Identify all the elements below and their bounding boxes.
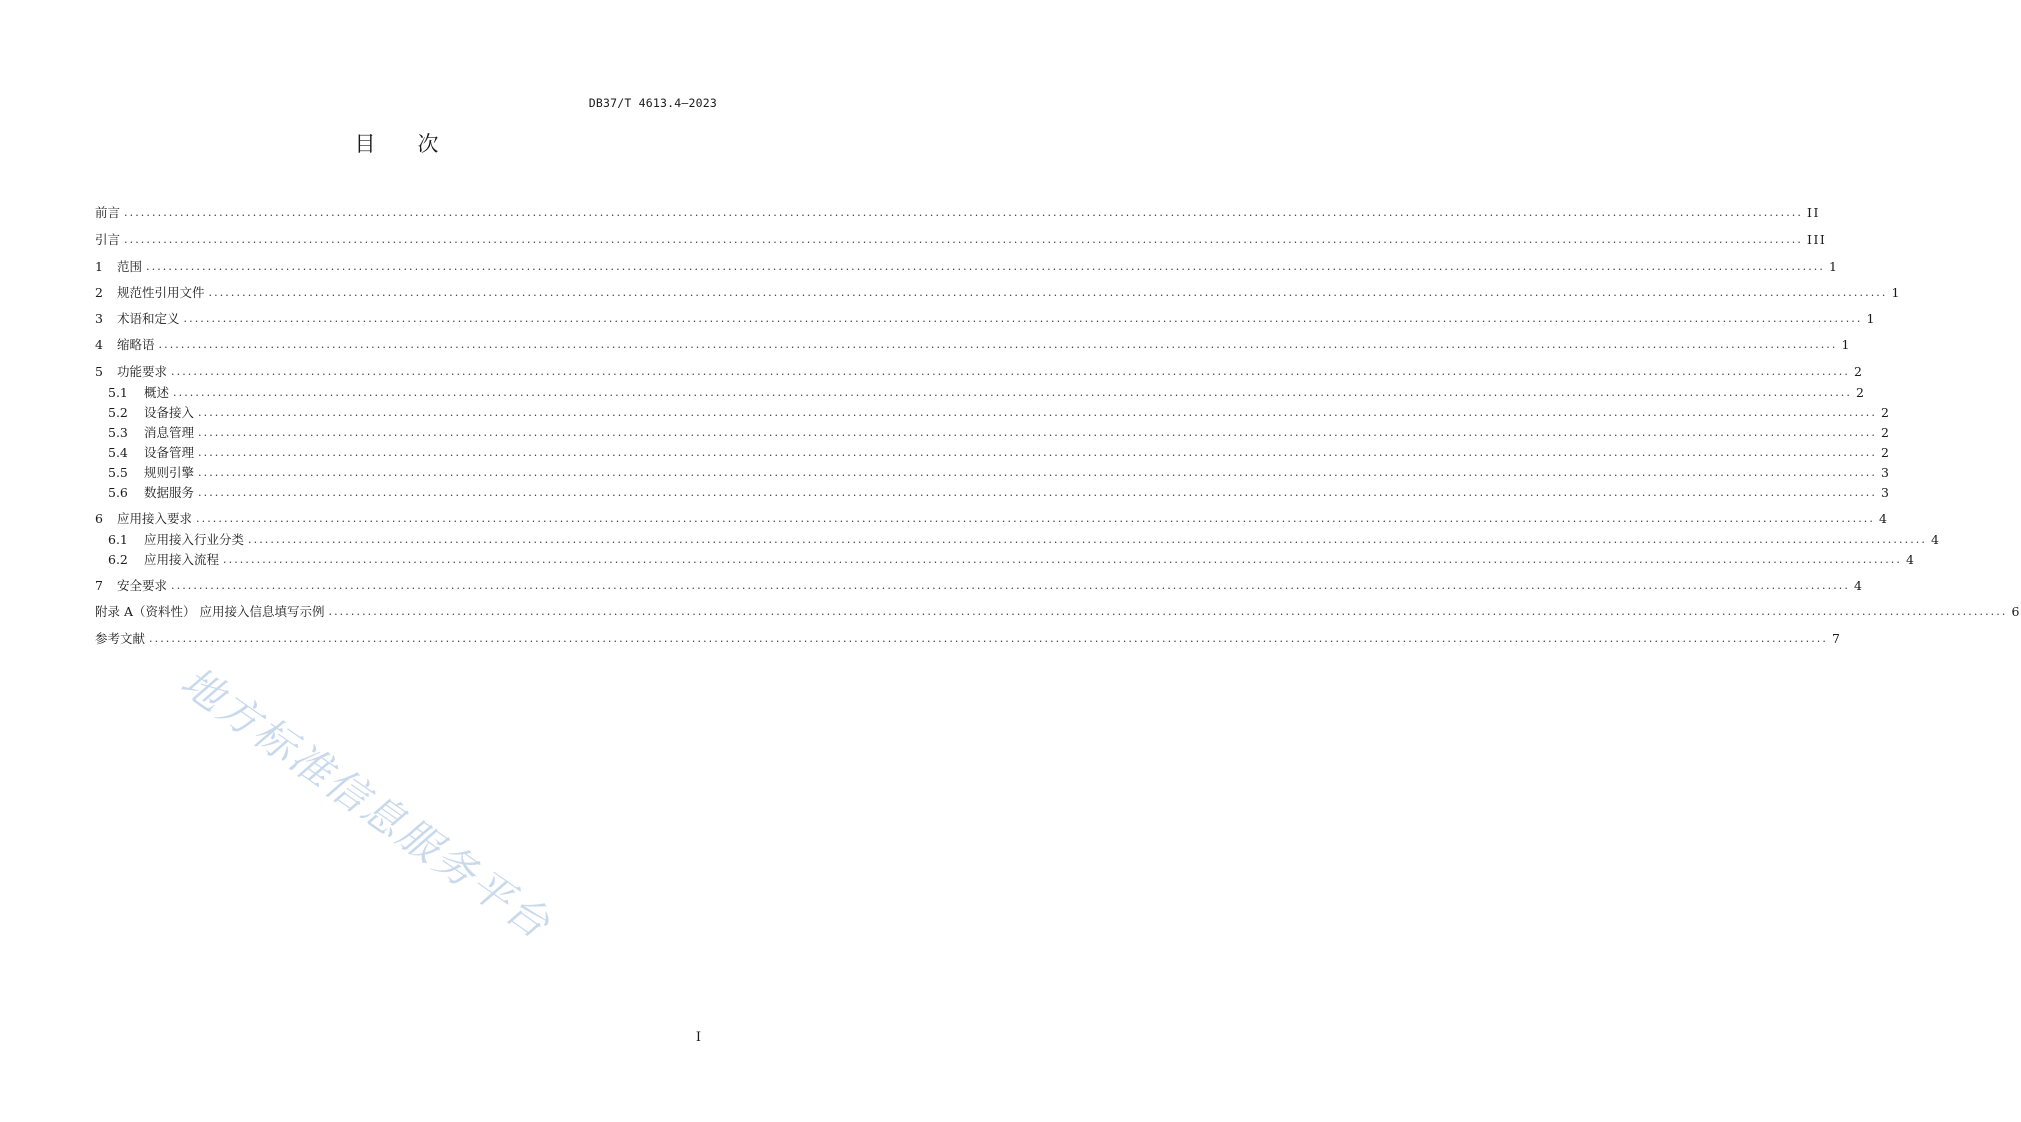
- toc-entry-number: 5: [95, 364, 103, 379]
- toc-entry-label: 规范性引用文件: [117, 285, 205, 300]
- toc-entry-label: 术语和定义: [117, 311, 180, 326]
- toc-entry-label: 数据服务: [144, 485, 195, 500]
- toc-entry-page: 7: [1832, 631, 1842, 646]
- toc-entry-title: [95, 631, 145, 647]
- toc-entry-number: 5.1: [108, 385, 128, 400]
- toc-entry-page: 1: [1891, 285, 1901, 300]
- toc-entry[interactable]: [95, 574, 1864, 594]
- toc-entry-title: [108, 385, 169, 401]
- toc-leader-dots: ............................................................................................................................................................................................................................................................................................................: [171, 579, 1850, 592]
- toc-leader-dots: ............................................................................................................................................................................................................................................................................................................: [198, 406, 1877, 419]
- toc-entry[interactable]: [108, 401, 1891, 421]
- toc-entry-number: 6: [95, 511, 103, 526]
- toc-entry[interactable]: [108, 548, 1916, 568]
- toc-entry-label: 范围: [117, 259, 143, 274]
- toc-leader-dots: ............................................................................................................................................................................................................................................................................................................: [208, 286, 1888, 299]
- toc-entry-number: 1: [95, 259, 103, 274]
- page-number: I: [695, 1030, 701, 1045]
- toc-entry[interactable]: [95, 307, 1876, 327]
- toc-entry-title: [95, 259, 142, 275]
- toc-leader-dots: ............................................................................................................................................................................................................................................................................................................: [223, 553, 1902, 566]
- toc-entry-number: 5.6: [108, 485, 128, 500]
- toc-entry-title: [95, 511, 192, 527]
- toc-entry-page: 6: [2011, 604, 2021, 619]
- toc-entry-label: 规则引擎: [144, 465, 195, 480]
- toc-entry-page: 4: [1854, 578, 1864, 593]
- toc-leader-dots: ............................................................................................................................................................................................................................................................................................................: [124, 206, 1803, 219]
- toc-entry-label: 设备接入: [144, 405, 195, 420]
- toc-entry[interactable]: [95, 360, 1864, 380]
- toc-entry-label: 附录 A（资料性） 应用接入信息填写示例: [95, 604, 325, 619]
- toc-entry-label: 应用接入行业分类: [144, 532, 245, 547]
- toc-entry-page: 3: [1881, 465, 1891, 480]
- title-right-char: 次: [417, 132, 439, 156]
- toc-entry-title: [108, 445, 194, 461]
- toc-leader-dots: ............................................................................................................................................................................................................................................................................................................: [183, 312, 1863, 325]
- toc-entry-label: 前言: [95, 205, 121, 220]
- toc-entry-number: 5.5: [108, 465, 128, 480]
- toc-entry[interactable]: [95, 333, 1851, 353]
- toc-entry-title: [108, 465, 194, 481]
- toc-leader-dots: ............................................................................................................................................................................................................................................................................................................: [198, 426, 1877, 439]
- standard-code: DB37/T 4613.4—2023: [588, 96, 717, 110]
- toc-entry-title: [95, 232, 120, 248]
- toc-entry-title: [95, 311, 180, 327]
- toc-entry[interactable]: [95, 627, 1842, 647]
- title-left-char: 目: [354, 132, 376, 156]
- toc-entry-page: 4: [1931, 532, 1941, 547]
- watermark-text: 地方标准信息服务平台: [172, 657, 561, 950]
- toc-entry-number: 7: [95, 578, 103, 593]
- toc-entry[interactable]: [95, 228, 1827, 248]
- toc-entry-label: 功能要求: [117, 364, 168, 379]
- toc-leader-dots: ............................................................................................................................................................................................................................................................................................................: [171, 365, 1850, 378]
- toc-entry-page: III: [1807, 232, 1827, 247]
- toc-entry-page: II: [1807, 205, 1820, 220]
- toc-leader-dots: ............................................................................................................................................................................................................................................................................................................: [198, 486, 1877, 499]
- toc-entry-title: [95, 604, 324, 620]
- toc-leader-dots: ............................................................................................................................................................................................................................................................................................................: [173, 386, 1852, 399]
- toc-entry-label: 设备管理: [144, 445, 195, 460]
- toc-entry-label: 安全要求: [117, 578, 168, 593]
- toc-leader-dots: ............................................................................................................................................................................................................................................................................................................: [198, 466, 1877, 479]
- toc-leader-dots: ............................................................................................................................................................................................................................................................................................................: [146, 260, 1825, 273]
- toc-entry[interactable]: [95, 201, 1820, 221]
- toc-leader-dots: ............................................................................................................................................................................................................................................................................................................: [328, 605, 2008, 618]
- toc-entry-title: [108, 552, 219, 568]
- toc-entry[interactable]: [108, 481, 1891, 501]
- toc-entry[interactable]: [95, 255, 1839, 275]
- toc-entry[interactable]: [108, 528, 1941, 548]
- toc-entry-number: 2: [95, 285, 103, 300]
- toc-entry-title: [95, 285, 205, 301]
- toc-entry-title: [95, 364, 167, 380]
- toc-entry-number: 6.2: [108, 552, 128, 567]
- toc-entry-label: 参考文献: [95, 631, 146, 646]
- toc-entry-page: 1: [1841, 337, 1851, 352]
- toc-entry-page: 1: [1829, 259, 1839, 274]
- toc-leader-dots: ............................................................................................................................................................................................................................................................................................................: [198, 446, 1877, 459]
- toc-entry-number: 6.1: [108, 532, 128, 547]
- toc-entry[interactable]: [108, 421, 1891, 441]
- toc-leader-dots: ............................................................................................................................................................................................................................................................................................................: [124, 233, 1803, 246]
- toc-entry-label: 应用接入要求: [117, 511, 193, 526]
- toc-entry-title: [108, 532, 244, 548]
- toc-entry-page: 2: [1881, 425, 1891, 440]
- toc-entry-page: 2: [1881, 445, 1891, 460]
- toc-entry-page: 4: [1879, 511, 1889, 526]
- toc-leader-dots: ............................................................................................................................................................................................................................................................................................................: [158, 338, 1838, 351]
- toc-entry[interactable]: [108, 461, 1891, 481]
- toc-leader-dots: ............................................................................................................................................................................................................................................................................................................: [196, 512, 1875, 525]
- toc-entry-number: 4: [95, 337, 103, 352]
- toc-entry[interactable]: [108, 381, 1866, 401]
- toc-entry-label: 缩略语: [117, 337, 155, 352]
- toc-entry-title: [95, 578, 167, 594]
- toc-entry-label: 概述: [144, 385, 170, 400]
- toc-entry[interactable]: [95, 507, 1889, 527]
- toc-entry[interactable]: [95, 281, 1901, 301]
- toc-entry-page: 1: [1866, 311, 1876, 326]
- toc-entry-title: [108, 425, 194, 441]
- toc-entry-number: 5.2: [108, 405, 128, 420]
- toc-entry-page: 4: [1906, 552, 1916, 567]
- toc-entry[interactable]: [108, 441, 1891, 461]
- toc-entry-page: 2: [1856, 385, 1866, 400]
- toc-entry[interactable]: [95, 600, 2021, 620]
- toc-entry-number: 5.4: [108, 445, 128, 460]
- toc-entry-number: 5.3: [108, 425, 128, 440]
- toc-leader-dots: ............................................................................................................................................................................................................................................................................................................: [248, 533, 1927, 546]
- toc-entry-page: 2: [1854, 364, 1864, 379]
- toc-entry-label: 消息管理: [144, 425, 195, 440]
- toc-entry-title: [108, 405, 194, 421]
- toc-entry-page: 3: [1881, 485, 1891, 500]
- toc-entry-page: 2: [1881, 405, 1891, 420]
- toc-entry-number: 3: [95, 311, 103, 326]
- toc-entry-title: [108, 485, 194, 501]
- toc-entry-title: [95, 337, 155, 353]
- toc-entry-title: [95, 205, 120, 221]
- toc-entry-label: 引言: [95, 232, 121, 247]
- toc-leader-dots: ............................................................................................................................................................................................................................................................................................................: [149, 632, 1828, 645]
- toc-entry-label: 应用接入流程: [144, 552, 220, 567]
